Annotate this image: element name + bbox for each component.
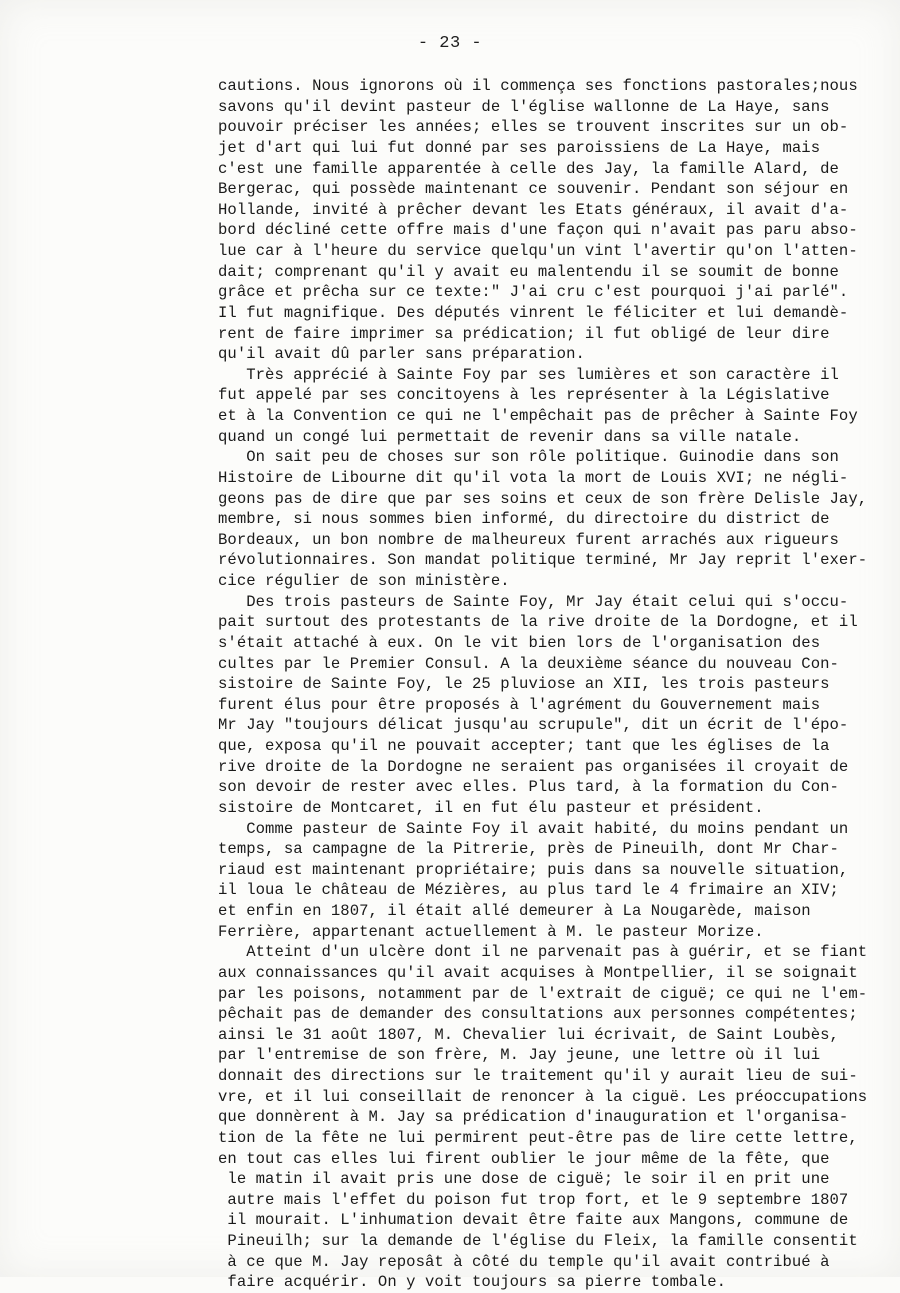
text-line: grâce et prêcha sur ce texte:" J'ai cru c'est pourquoi j'ai parlé". bbox=[218, 283, 849, 302]
text-line: Pineuilh; sur la demande de l'église du Fleix, la famille consentit bbox=[218, 1232, 858, 1250]
text-line: il mourait. L'inhumation devait être faite aux Mangons, commune de bbox=[218, 1211, 849, 1230]
text-line: Bergerac, qui possède maintenant ce souvenir. Pendant son séjour en bbox=[218, 180, 849, 199]
text-line: son devoir de rester avec elles. Plus tard, à la formation du Con- bbox=[218, 778, 839, 797]
text-line: On sait peu de choses sur son rôle politique. Guinodie dans son bbox=[218, 448, 839, 467]
body-text bbox=[218, 76, 898, 1293]
page-number: - 23 - bbox=[417, 34, 483, 53]
text-line: geons pas de dire que par ses soins et ceux de son frère Delisle Jay, bbox=[218, 489, 868, 508]
text-line: Il fut magnifique. Des députés vinrent le féliciter et lui demandè- bbox=[218, 303, 849, 322]
text-line: faire acquérir. On y voit toujours sa pierre tombale. bbox=[218, 1273, 727, 1292]
text-line: quand un congé lui permettait de revenir dans sa ville natale. bbox=[218, 427, 802, 446]
text-line: pêchait pas de demander des consultations aux personnes compétentes; bbox=[218, 1005, 858, 1024]
text-line: qu'il avait dû parler sans préparation. bbox=[218, 345, 585, 364]
text-line: que, exposa qu'il ne pouvait accepter; tant que les églises de la bbox=[218, 737, 830, 755]
text-line: aux connaissances qu'il avait acquises à Montpellier, il se soignait bbox=[218, 963, 858, 982]
text-line: le matin il avait pris une dose de ciguë; le soir il en prit une bbox=[218, 1170, 830, 1189]
text-line: Mr Jay "toujours délicat jusqu'au scrupule", dit un écrit de l'épo- bbox=[218, 716, 849, 735]
text-line: riaud est maintenant propriétaire; puis dans sa nouvelle situation, bbox=[218, 860, 849, 879]
text-line: en tout cas elles lui firent oublier le jour même de la fête, que bbox=[218, 1149, 830, 1168]
text-line: Bordeaux, un bon nombre de malheureux furent arrachés aux rigueurs bbox=[218, 530, 839, 549]
text-line: ainsi le 31 août 1807, M. Chevalier lui écrivait, de Saint Loubès, bbox=[218, 1025, 839, 1044]
text-line: pouvoir préciser les années; elles se trouvent inscrites sur un ob- bbox=[218, 118, 849, 137]
text-line: tion de la fête ne lui permirent peut-être pas de lire cette lettre, bbox=[218, 1128, 858, 1147]
text-line: Comme pasteur de Sainte Foy il avait habité, du moins pendant un bbox=[218, 819, 849, 838]
text-line: savons qu'il devint pasteur de l'église wallonne de La Haye, sans bbox=[218, 97, 830, 116]
text-line: à ce que M. Jay reposât à côté du temple qu'il avait contribué à bbox=[218, 1252, 830, 1271]
text-line: s'était attaché à eux. On le vit bien lors de l'organisation des bbox=[218, 633, 821, 652]
text-line: il loua le château de Mézières, au plus tard le 4 frimaire an XIV; bbox=[218, 881, 839, 900]
text-line: Très apprécié à Sainte Foy par ses lumières et son caractère il bbox=[218, 365, 839, 384]
text-line: autre mais l'effet du poison fut trop fort, et le 9 septembre 1807 bbox=[218, 1190, 849, 1209]
text-line: et à la Convention ce qui ne l'empêchait pas de prêcher à Sainte Foy bbox=[218, 407, 858, 425]
text-line: donnait des directions sur le traitement qu'il y aurait lieu de sui- bbox=[218, 1067, 858, 1085]
text-line: fut appelé par ses concitoyens à les représenter à la Législative bbox=[218, 386, 830, 405]
text-line: bord décliné cette offre mais d'une façon qui n'avait pas paru abso- bbox=[218, 221, 858, 240]
text-line: révolutionnaires. Son mandat politique terminé, Mr Jay reprit l'exer- bbox=[218, 551, 868, 570]
text-line: par les poisons, notamment par de l'extrait de ciguë; ce qui ne l'em- bbox=[218, 984, 868, 1003]
text-line: furent élus pour être proposés à l'agrément du Gouvernement mais bbox=[218, 695, 821, 714]
text-line: Des trois pasteurs de Sainte Foy, Mr Jay était celui qui s'occu- bbox=[218, 592, 849, 611]
text-line: membre, si nous sommes bien informé, du directoire du district de bbox=[218, 510, 830, 529]
text-line: par l'entremise de son frère, M. Jay jeune, une lettre où il lui bbox=[218, 1046, 821, 1065]
text-line: rent de faire imprimer sa prédication; il fut obligé de leur dire bbox=[218, 324, 830, 343]
text-line: Ferrière, appartenant actuellement à M. le pasteur Morize. bbox=[218, 922, 764, 941]
text-line: sistoire de Sainte Foy, le 25 pluviose an XII, les trois pasteurs bbox=[218, 675, 830, 694]
text-line: pait surtout des protestants de la rive droite de la Dordogne, et il bbox=[218, 613, 858, 632]
text-line: jet d'art qui lui fut donné par ses paroissiens de La Haye, mais bbox=[218, 138, 821, 157]
text-line: cultes par le Premier Consul. A la deuxième séance du nouveau Con- bbox=[218, 654, 839, 673]
text-line: Histoire de Libourne dit qu'il vota la mort de Louis XVI; ne négli- bbox=[218, 468, 849, 487]
text-line: Atteint d'un ulcère dont il ne parvenait pas à guérir, et se fiant bbox=[218, 943, 868, 962]
text-line: et enfin en 1807, il était allé demeurer à La Nougarède, maison bbox=[218, 902, 811, 920]
text-line: sistoire de Montcaret, il en fut élu pasteur et président. bbox=[218, 798, 764, 817]
text-line: dait; comprenant qu'il y avait eu malentendu il se soumit de bonne bbox=[218, 262, 839, 281]
text-line: vre, et il lui conseillait de renoncer à la ciguë. Les préoccupations bbox=[218, 1087, 868, 1106]
text-line: cautions. Nous ignorons où il commença ses fonctions pastorales;nous bbox=[218, 77, 858, 95]
text-line: Hollande, invité à prêcher devant les Etats généraux, il avait d'a- bbox=[218, 200, 849, 219]
text-line: c'est une famille apparentée à celle des Jay, la famille Alard, de bbox=[218, 159, 839, 178]
text-line: cice régulier de son ministère. bbox=[218, 572, 510, 590]
text-line: rive droite de la Dordogne ne seraient pas organisées il croyait de bbox=[218, 757, 849, 776]
text-line: que donnèrent à M. Jay sa prédication d'inauguration et l'organisa- bbox=[218, 1108, 849, 1127]
text-line: temps, sa campagne de la Pitrerie, près de Pineuilh, dont Mr Char- bbox=[218, 840, 839, 859]
text-line: lue car à l'heure du service quelqu'un vint l'avertir qu'on l'atten- bbox=[218, 242, 858, 260]
